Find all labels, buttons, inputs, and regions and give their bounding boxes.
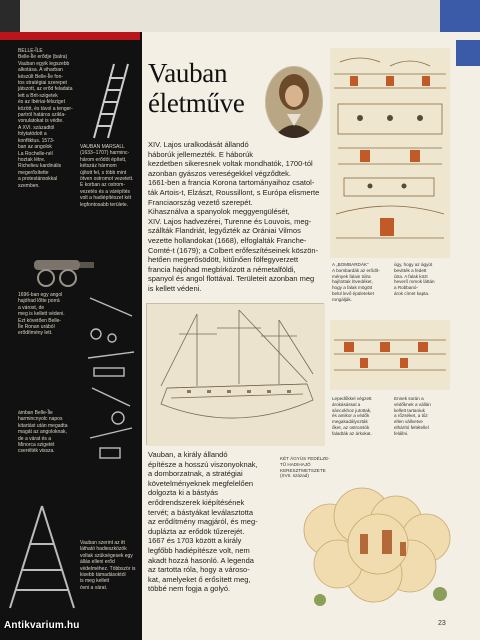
ladder-sketch <box>86 60 136 140</box>
cannon-text: 1696-ban egy angol hajóhad lőtte porrá a várost, de meg is kellett védeni. Ezt követően Belle- Île Ronan urából erődítmény lett. <box>18 292 65 337</box>
fortress-smoke-illustration <box>290 470 470 620</box>
bombard-text: A „BOMBARDÁK” A bombardák az erődít- mények falain túlra hajítottak lövedéket, hogy a falak mögött belül levő épületeket rongálják. <box>332 262 380 302</box>
sapper-text: Lepedőkkel végzett árokásással a sáncokhoz jutottak, és amikor a védők megakadályozták őket, az ostromlók faladták az árkokat. <box>332 396 372 436</box>
ladder-text: Vauban szerint az itt látható hadieszközök voltak szükségesek egy állás elleni erőd védelméhez. Többször is kisebb támadásoktól is meg kellett óvni a várat. <box>80 540 136 591</box>
bombard-text-2: úgy, hogy az ágyút bevitték a fedett útra. A falak közt heverő romok láttán a Robbanó- árok címet kapta. <box>394 262 435 296</box>
chapter-tab <box>456 40 480 66</box>
accent-red-bar <box>0 32 140 40</box>
trench-sketch-icon <box>330 320 450 390</box>
main-paragraph: XIV. Lajos uralkodását állandó háborúk jellemezték. E háborúk kezdetben sikeresnek voltak mondhatók, 1700-tól azonban gyászos vereségekkel végződtek. 1661-ben a francia Korona tartományaihoz csatol- ták Artois-t, Elzászt, Roussillont, s Európa elismerte Franciaország vezető szerepét. Kihasználva a spanyolok meggyengülését, XIV. Lajos hadvezérei, Turenne és Louvois, meg- szállták Flandriát, legyőzték az Orániai Vilmos vezette hollandokat (1668), elfoglalták Franche- Comté-t (1679); a Colbert erőfeszítéseinek köszön- hetően megerősödött, kitűnően fölfegyverzett francia hajóhad megbírkózott a németalföldi, spanyol és angol flottával. Területeit azonban meg is kellett védeni. <box>148 140 320 293</box>
watermark: Antikvarium.hu <box>4 620 80 631</box>
sapper-text-2: Ennek során a védőknek a vállán kellett tartaniuk a rőzséket, a tűz ellen vállvetve elhárító feltétellel felállni. <box>394 396 431 436</box>
page-title: Vauban életműve <box>148 58 245 118</box>
tools-sketch <box>84 288 138 468</box>
cannon-sketch <box>30 252 100 288</box>
belle-ile-second-text: ámban Belle-Île harmincnyolc napos kitartást után megadta magát az angoloknak, de a várat és a Minorca szigetét cserélték vissza. <box>18 410 68 455</box>
siege-diagram-top <box>330 48 450 258</box>
belle-ile-text: BELLE-ÎLE Belle-Île erődje (balra) Vauban egyik legszebb alkotása. A viharban készült Belle-Île fon- tos stratégiai szerepet játszott, az erőd feladata lett a Brit-szigetek és az Ibériai-félsziget között, és távol a tenger- partról határos szikla- vonulatokat is védte. A XVI. századtól folytatódott a konfliktus. 1573- ban az angolok La Rochelle-nél hoztak létre. Richelieu kardinális megerősítette a protestánsokkal szemben. <box>18 48 73 189</box>
page-number: 23 <box>438 620 446 627</box>
vauban-portrait <box>265 66 323 138</box>
siege-diagram-middle <box>330 320 450 390</box>
vauban-marsall-text: VAUBAN MARSALL (1633–1707) harminc- három erődöt épített, kétszáz hármom újított fel, s több mint ötven ostromot vezetett. E korban az ostrom- vezetés és a várépítés volt a hadiépítészet két legfontosabb területe. <box>80 144 134 208</box>
ship-cross-section <box>146 303 324 445</box>
ship-caption: KÉT ÁGYÚS FEDÉLZE- TŰ HADIHAJÓ KERESZTMETSZETE (XVII. század) <box>280 456 330 479</box>
page-fold <box>0 0 20 32</box>
bottom-paragraph: Vauban, a király állandó építésze a hosszú viszonyoknak, a domborzatnak, a stratégiai követelményeknek megfelelően dolgozta ki a bástyás erődrendszerek kiépítésének tervét; a bástyákat leválasztotta az erődítmény magjáról, és meg- duplázta az erődök tűzerejét. 1667 és 1703 között a király legfőbb hadiépítésze volt, nem akadt hozzá hasonló. A legenda az tartotta róla, hogy a városo- kat, amelyeket ő erősített meg, többé nem fogja a golyó. <box>148 450 258 594</box>
trestle-sketch <box>4 500 80 610</box>
blue-corner <box>440 0 480 32</box>
ship-icon <box>147 304 325 446</box>
top-strip <box>0 0 480 32</box>
portrait-icon <box>265 66 323 138</box>
siege-sketch-icon <box>330 48 450 258</box>
